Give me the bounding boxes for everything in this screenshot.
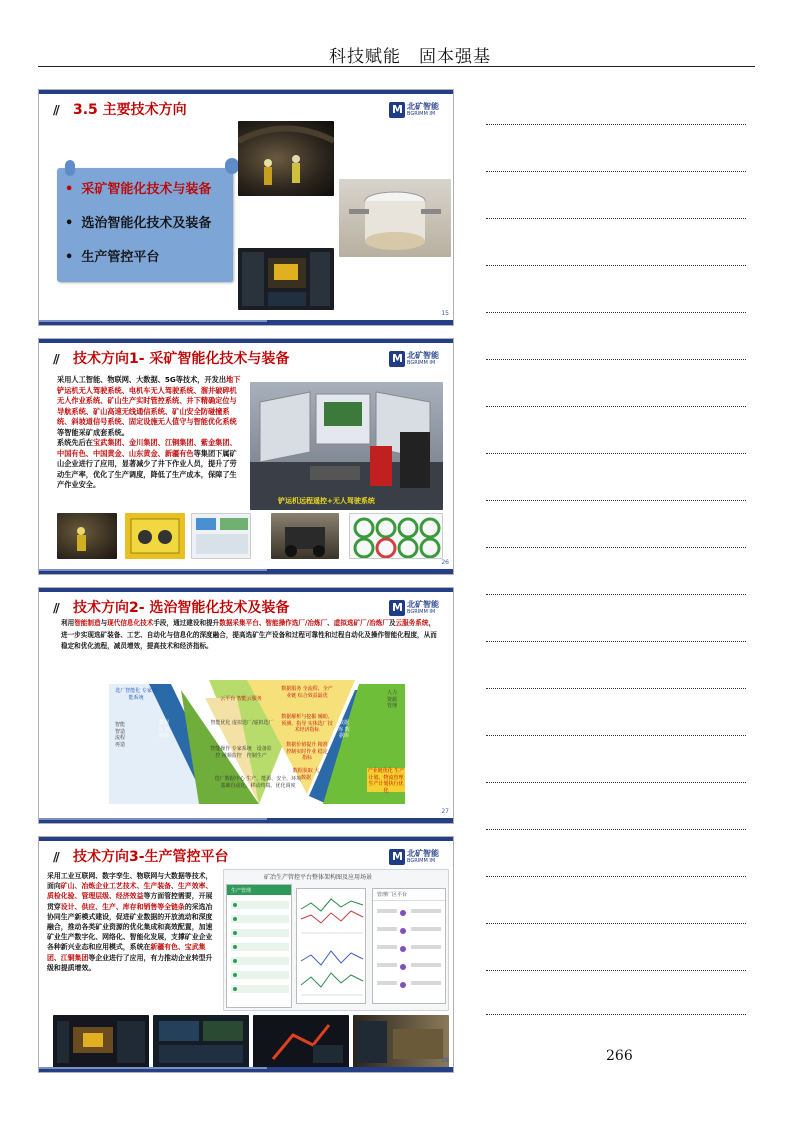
photo-dashboard-screen bbox=[191, 513, 251, 559]
text-highlight: 设计、供应、生产、库存和销售等全链条 bbox=[60, 902, 185, 911]
device-illustration bbox=[125, 513, 185, 559]
software-illustration bbox=[238, 248, 334, 310]
slide-title: 技术方向2- 选治智能化技术及装备 bbox=[73, 600, 290, 616]
text-segment: 及 bbox=[388, 619, 396, 627]
slide-4 bbox=[38, 836, 454, 1073]
photo-gauges-dashboard bbox=[349, 513, 443, 559]
photo-miner-underground bbox=[57, 513, 117, 559]
scroll-curl-icon bbox=[65, 160, 75, 176]
text-segment: 系统先后在 bbox=[57, 438, 93, 447]
menu-item-label: 采矿智能化技术与装备 bbox=[81, 182, 212, 197]
text-highlight: 虚拟选矿厂/冶炼厂 bbox=[333, 619, 389, 627]
label-left-band: 数据库 数据库 bbox=[158, 720, 170, 739]
text-segment: 等集团下属矿山企业进行了应用，显著减少了井下作业人员，提升了劳动生产率，优化了生产调度，降低了生产成本，保障了生产作业安全。 bbox=[57, 448, 237, 489]
logo-en: BGRIMM IM bbox=[407, 609, 436, 615]
text-highlight: 新疆有色、宝武集团、江铜集团 bbox=[47, 943, 206, 962]
slide-body-text bbox=[61, 618, 439, 653]
logo-en: BGRIMM IM bbox=[407, 360, 436, 366]
text-segment: 等企业进行了应用，有力推动企业转型升级和提质增效。 bbox=[47, 953, 213, 972]
slide-bottom-bar bbox=[39, 1067, 453, 1072]
label-smart-optimization: 智能优化 虚拟选厂/虚拟选厂 bbox=[210, 720, 274, 726]
monitor-illustration bbox=[353, 1015, 449, 1069]
process-diagram bbox=[109, 676, 409, 811]
note-line bbox=[486, 641, 746, 642]
photo-miners-tunnel bbox=[238, 121, 334, 196]
slide-title: 3.5 主要技术方向 bbox=[73, 102, 187, 118]
control-room-illustration bbox=[250, 382, 443, 510]
company-logo bbox=[389, 598, 441, 618]
text-segment: 的采选冶协同生产新模式建设，促进矿业数据的开放流动和深度融合，推动各类矿业资源的优化集成和高效配置，加速矿业生产数字化、网络化、智能化发展，支撑矿业企业各种新兴业态和应用模式，系统在 bbox=[47, 902, 213, 952]
note-line bbox=[486, 124, 746, 125]
monitor-illustration bbox=[153, 1015, 249, 1069]
text-highlight: 云服务系统 bbox=[395, 619, 429, 627]
monitor-illustration bbox=[53, 1015, 149, 1069]
title-slash-icon: // bbox=[53, 850, 58, 864]
text-segment: 等方面管控需要，开展贯穿 bbox=[47, 892, 213, 911]
photo-remote-control-room bbox=[250, 382, 443, 510]
slide-top-bar bbox=[39, 339, 453, 343]
label-data-value: 数据价值提升 精准控制实时作业 稳定指标 bbox=[286, 742, 328, 761]
text-highlight: 智能制造 bbox=[74, 619, 101, 627]
photo-monitor-2 bbox=[153, 1015, 249, 1069]
scroll-curl-icon bbox=[225, 158, 239, 174]
slide-bottom-bar bbox=[39, 818, 453, 823]
note-line bbox=[486, 594, 746, 595]
label-hr-management: 人力资源管理 bbox=[387, 690, 398, 709]
slide-top-bar bbox=[39, 90, 453, 94]
menu-item-mining: • 采矿智能化技术与装备 bbox=[65, 182, 212, 197]
text-segment: 、 bbox=[258, 619, 266, 627]
slide-body-text bbox=[47, 871, 219, 973]
logo-mark-icon bbox=[389, 102, 405, 118]
title-slash-icon: // bbox=[53, 352, 58, 366]
label-data-center: 选厂数据中心 生产、能源、安全、环境 基础自动化、移动终端、优化调度 bbox=[214, 776, 302, 789]
logo-en: BGRIMM IM bbox=[407, 111, 436, 117]
logo-mark-icon bbox=[389, 351, 405, 367]
text-segment: 等智能采矿成套系统。 bbox=[57, 427, 129, 437]
page-number: 266 bbox=[606, 1048, 633, 1064]
slide-3 bbox=[38, 587, 454, 824]
note-line bbox=[486, 688, 746, 689]
text-segment: 手段，通过建设和提升 bbox=[153, 619, 220, 627]
logo-cn: 北矿智能 bbox=[407, 600, 439, 609]
direction-menu-panel bbox=[57, 168, 233, 282]
company-logo bbox=[389, 349, 441, 369]
photo-caption: 铲运机远程遥控+无人驾驶系统 bbox=[278, 497, 375, 505]
slide-top-bar bbox=[39, 837, 453, 841]
company-logo bbox=[389, 100, 441, 120]
text-highlight: 现代信息化技术 bbox=[107, 619, 154, 627]
note-line bbox=[486, 265, 746, 266]
text-highlight: 矿山、冶炼企业工艺技术、生产装备、生产效率、质检化验、管理层级、经济效益 bbox=[47, 882, 213, 901]
loader-illustration bbox=[271, 513, 339, 559]
text-highlight: 地下铲运机无人驾驶系统、电机车无人驾驶系统、溜井破碎机无人作业系统、矿山生产实时管控系统、井下精确定位与导航系统、矿山高速无线通信系统、矿山安全防碰撞系统、斜坡道信号系统、固定设施无人值守与智能优化系统 bbox=[57, 375, 241, 426]
note-line bbox=[486, 829, 746, 830]
app-title: 生产管理 bbox=[227, 885, 291, 895]
text-segment: 采用人工智能、物联网、大数据、5G等技术，开发出 bbox=[57, 375, 227, 384]
chart-window bbox=[296, 888, 366, 1004]
logo-cn: 北矿智能 bbox=[407, 351, 439, 360]
slide-page-number: 28 bbox=[441, 1057, 449, 1064]
logo-mark-icon bbox=[389, 849, 405, 865]
label-smart-operation: 智能操作 专家系统 设备监控 视频监控 控制生产 bbox=[210, 746, 272, 759]
label-flow-reengineering: 智能智造流程再造 bbox=[115, 722, 126, 748]
menu-item-label: 生产管控平台 bbox=[81, 250, 160, 265]
text-segment: 利用 bbox=[61, 619, 75, 627]
monitor-illustration bbox=[253, 1015, 349, 1069]
title-slash-icon: // bbox=[53, 601, 58, 615]
slide-top-bar bbox=[39, 588, 453, 592]
label-cloud-platform: 云平台 智能云服务 bbox=[220, 696, 262, 702]
text-highlight: 智能操作选厂/冶炼厂 bbox=[265, 619, 328, 627]
slide-body-text bbox=[57, 375, 241, 491]
note-line bbox=[486, 970, 746, 971]
logo-en: BGRIMM IM bbox=[407, 858, 436, 864]
text-segment: 采用工业互联网、数字孪生、物联网与大数据等技术，面向 bbox=[47, 872, 213, 891]
note-line bbox=[486, 406, 746, 407]
company-logo bbox=[389, 847, 441, 867]
logo-cn: 北矿智能 bbox=[407, 849, 439, 858]
label-data-acquisition: 数据获取 大数据 bbox=[292, 768, 320, 781]
panel-list-illustration bbox=[373, 901, 447, 1005]
text-highlight: 数据采集平台 bbox=[219, 619, 259, 627]
app-list-illustration bbox=[227, 895, 293, 1007]
note-line bbox=[486, 876, 746, 877]
miner-illustration bbox=[57, 513, 117, 559]
text-segment: 与 bbox=[100, 619, 108, 627]
slide-bottom-bar bbox=[39, 569, 453, 574]
menu-item-platform: • 生产管控平台 bbox=[65, 250, 160, 265]
slide-title: 技术方向1- 采矿智能化技术与装备 bbox=[73, 351, 290, 367]
note-line bbox=[486, 218, 746, 219]
trend-chart-illustration bbox=[297, 889, 367, 1005]
header-rule bbox=[38, 66, 755, 67]
note-line bbox=[486, 312, 746, 313]
menu-item-label: 选治智能化技术及装备 bbox=[81, 216, 212, 231]
miners-illustration bbox=[238, 121, 334, 196]
note-line bbox=[486, 923, 746, 924]
photo-monitor-3 bbox=[253, 1015, 349, 1069]
text-segment: ，进一步实现选矿装备、工艺、自动化与信息化的深度融合，提高选矿生产设备和过程可靠性和过程自动化及操作智能化程度，从而稳定和优化流程，减员增效，提高技术和经济指标。 bbox=[61, 619, 437, 650]
note-line bbox=[486, 782, 746, 783]
slide-page-number: 26 bbox=[441, 559, 449, 566]
note-line bbox=[486, 453, 746, 454]
slide-1 bbox=[38, 89, 454, 326]
note-line bbox=[486, 735, 746, 736]
panel-title: 管理厂区平台 bbox=[373, 889, 445, 901]
slide-title: 技术方向3-生产管控平台 bbox=[73, 849, 229, 865]
photo-loader-machine bbox=[271, 513, 339, 559]
photo-monitor-1 bbox=[53, 1015, 149, 1069]
management-panel bbox=[372, 888, 446, 1004]
text-highlight: 宝武集团、金川集团、江铜集团、紫金集团、中国有色、中国黄金、山东黄金、新疆有色 bbox=[57, 438, 237, 458]
platform-diagram-title: 矿冶生产管控平台整体架构图及应用场景 bbox=[264, 874, 373, 881]
slide-2 bbox=[38, 338, 454, 575]
gauges-illustration bbox=[350, 514, 443, 559]
equipment-illustration bbox=[339, 179, 451, 257]
label-expert-system: 选厂智能化 专家智能系统 bbox=[115, 688, 157, 701]
logo-mark-icon bbox=[389, 600, 405, 616]
label-data-service: 数据服务 全流程、全产业链 综合效益最优 bbox=[281, 686, 333, 699]
app-window bbox=[226, 884, 292, 1008]
platform-screenshot bbox=[223, 869, 449, 1011]
slide-page-number: 15 bbox=[441, 310, 449, 317]
page-header bbox=[0, 40, 793, 70]
note-line bbox=[486, 171, 746, 172]
note-line bbox=[486, 500, 746, 501]
title-slash-icon: // bbox=[53, 103, 58, 117]
note-line bbox=[486, 1014, 746, 1015]
dashboard-illustration bbox=[192, 514, 251, 559]
note-line bbox=[486, 547, 746, 548]
label-data-mining: 数据解析与挖掘 辅助、预测、指导 实体选厂技术经济指标 bbox=[281, 714, 333, 733]
label-industry-chain: 产业链优化 生产计划、物流管理 生产计划执行优化 bbox=[367, 768, 405, 794]
label-right-band: 数据库 数据库 bbox=[338, 720, 350, 739]
menu-item-processing: • 选治智能化技术及装备 bbox=[65, 216, 212, 231]
slide-bottom-bar bbox=[39, 320, 453, 325]
photo-mining-equipment bbox=[339, 179, 451, 257]
photo-device-panel bbox=[125, 513, 185, 559]
note-line bbox=[486, 359, 746, 360]
logo-cn: 北矿智能 bbox=[407, 102, 439, 111]
text-segment: 、 bbox=[327, 619, 334, 627]
photo-monitor-4 bbox=[353, 1015, 449, 1069]
photo-control-software bbox=[238, 248, 334, 310]
page-header-title: 科技赋能 固本强基 bbox=[329, 47, 491, 67]
slide-page-number: 27 bbox=[441, 808, 449, 815]
